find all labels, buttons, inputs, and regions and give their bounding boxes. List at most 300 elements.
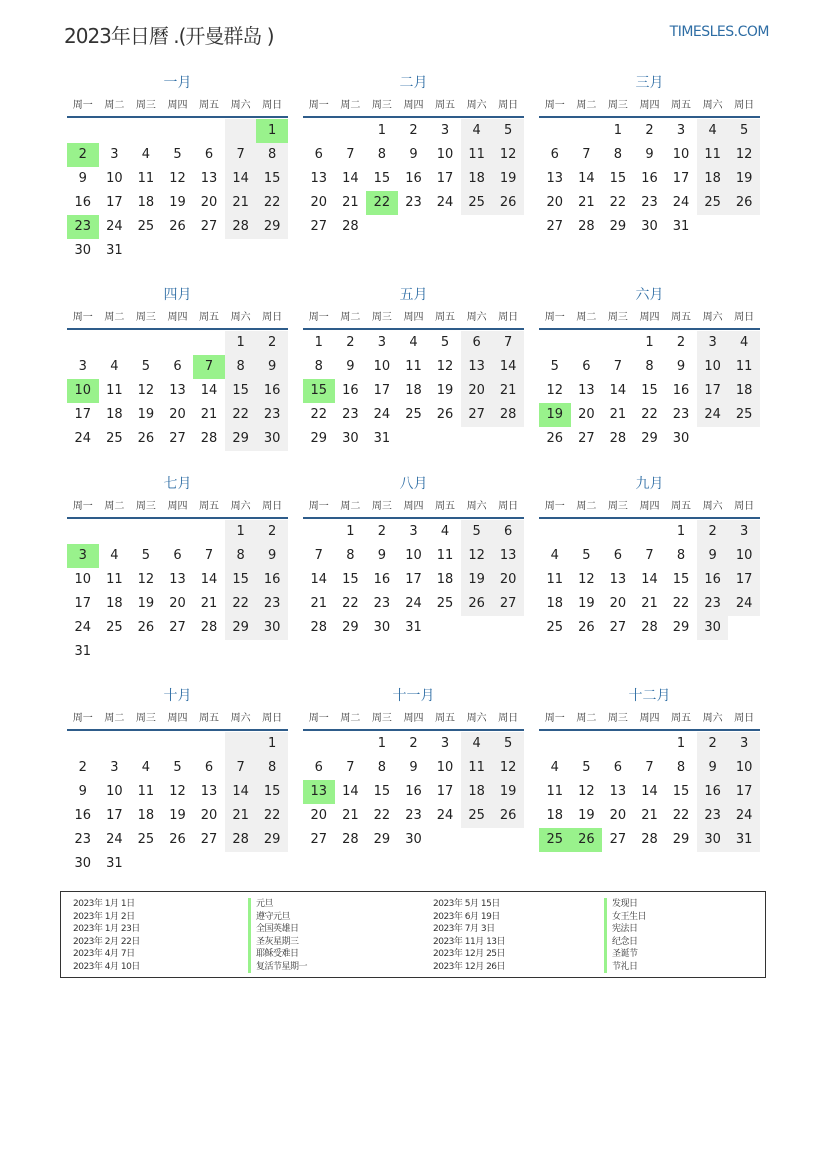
day-cell: 9 <box>256 355 288 379</box>
day-cell: 11 <box>405 359 422 374</box>
day-cell: 19 <box>492 167 524 191</box>
day-cell: 27 <box>492 592 524 616</box>
month-name: 十月 <box>163 688 192 704</box>
day-cell: 28 <box>310 620 328 635</box>
day-cell: 22 <box>373 808 391 823</box>
weekday-label: 周日 <box>734 312 755 323</box>
day-cell: 11 <box>461 143 493 167</box>
day-cell: 6 <box>613 548 623 563</box>
weekday-label: 周四 <box>403 100 424 111</box>
holiday-day-cell: 23 <box>67 215 99 239</box>
weekday-header <box>303 497 524 519</box>
month-name: 五月 <box>399 287 428 303</box>
day-cell: 22 <box>672 596 690 611</box>
weekday-label: 周一 <box>544 312 565 323</box>
day-cell: 21 <box>492 379 524 403</box>
day-cell: 14 <box>225 167 257 191</box>
holiday-name: 耶稣受难日 <box>256 949 299 959</box>
weekday-label: 周六 <box>230 312 251 323</box>
day-cell: 10 <box>405 548 422 563</box>
day-cell: 8 <box>613 147 623 162</box>
day-cell: 28 <box>492 403 524 427</box>
day-cell: 9 <box>377 548 387 563</box>
day-cell: 7 <box>314 548 323 563</box>
day-cell: 27 <box>461 403 493 427</box>
day-cell: 12 <box>137 572 155 587</box>
day-cell: 18 <box>106 596 123 611</box>
weekday-header <box>539 96 760 118</box>
weekday-label: 周五 <box>435 713 456 724</box>
day-cell: 5 <box>492 119 524 143</box>
day-cell: 20 <box>492 568 524 592</box>
day-cell: 15 <box>641 383 658 398</box>
weekday-label: 周三 <box>135 501 156 512</box>
weekday-label: 周一 <box>308 312 329 323</box>
weekday-label: 周三 <box>607 713 628 724</box>
weekday-label: 周日 <box>262 501 283 512</box>
day-cell: 30 <box>697 616 729 640</box>
day-cell: 31 <box>728 828 760 852</box>
empty-cell <box>162 331 194 355</box>
empty-cell <box>162 119 194 143</box>
day-cell: 16 <box>74 195 92 210</box>
day-cell: 20 <box>609 596 627 611</box>
day-cell: 1 <box>314 335 323 350</box>
day-cell: 27 <box>169 620 186 635</box>
weekday-label: 周三 <box>135 713 156 724</box>
weekday-label: 周三 <box>371 501 392 512</box>
empty-cell <box>225 119 257 143</box>
weekday-label: 周三 <box>607 312 628 323</box>
day-cell: 6 <box>550 147 559 162</box>
holiday-date: 2023年 12月 26日 <box>433 961 506 972</box>
empty-cell <box>571 732 603 756</box>
page-title: 2023年日曆 .(开曼群岛 ) <box>64 24 274 48</box>
day-cell: 23 <box>641 195 658 210</box>
holiday-name: 宪法日 <box>612 924 638 934</box>
day-cell: 15 <box>609 171 627 186</box>
day-cell: 4 <box>110 359 119 374</box>
day-cell: 5 <box>492 732 524 756</box>
day-cell: 9 <box>697 544 729 568</box>
day-cell: 11 <box>728 355 760 379</box>
day-cell: 1 <box>225 331 257 355</box>
day-cell: 10 <box>74 572 92 587</box>
day-cell: 18 <box>546 596 564 611</box>
empty-cell <box>634 520 666 544</box>
day-cell: 1 <box>377 123 387 138</box>
day-cell: 24 <box>697 403 729 427</box>
weekday-label: 周四 <box>403 501 424 512</box>
weekday-label: 周六 <box>230 100 251 111</box>
month-block <box>303 685 524 852</box>
day-cell: 14 <box>641 784 658 799</box>
weekday-label: 周三 <box>135 100 156 111</box>
day-cell: 21 <box>641 596 658 611</box>
holiday-names-col-2 <box>604 898 646 973</box>
empty-cell <box>193 520 225 544</box>
day-cell: 11 <box>106 383 123 398</box>
day-cell: 29 <box>373 832 391 847</box>
day-cell: 22 <box>609 195 627 210</box>
holiday-date: 2023年 11月 13日 <box>433 936 506 947</box>
day-cell: 27 <box>310 832 328 847</box>
day-cell: 11 <box>546 784 564 799</box>
weekday-label: 周五 <box>671 501 692 512</box>
weekday-label: 周五 <box>199 312 220 323</box>
holiday-name: 全国英雄日 <box>256 924 299 934</box>
day-cell: 26 <box>137 431 155 446</box>
day-cell: 12 <box>461 544 493 568</box>
day-cell: 20 <box>169 407 186 422</box>
weekday-label: 周四 <box>167 501 188 512</box>
day-cell: 14 <box>641 572 658 587</box>
holiday-day-cell: 15 <box>303 379 335 403</box>
day-cell: 16 <box>405 784 422 799</box>
day-cell: 9 <box>78 171 87 186</box>
day-cell: 23 <box>405 195 422 210</box>
day-cell: 19 <box>169 808 186 823</box>
day-cell: 30 <box>373 620 391 635</box>
empty-cell <box>303 732 335 756</box>
weekday-header <box>539 308 760 330</box>
day-cell: 5 <box>440 335 450 350</box>
day-cell: 6 <box>173 548 182 563</box>
weekday-label: 周六 <box>230 501 251 512</box>
empty-cell <box>130 732 162 756</box>
holiday-date: 2023年 5月 15日 <box>433 899 500 909</box>
weekday-label: 周日 <box>262 100 283 111</box>
holiday-names-col-1 <box>248 898 307 973</box>
day-cell: 23 <box>697 804 729 828</box>
day-cell: 15 <box>672 572 690 587</box>
day-cell: 16 <box>256 379 288 403</box>
day-cell: 6 <box>582 359 591 374</box>
day-cell: 1 <box>346 524 355 539</box>
empty-cell <box>193 331 225 355</box>
day-cell: 5 <box>141 359 151 374</box>
empty-cell <box>99 331 131 355</box>
day-cell: 7 <box>492 331 524 355</box>
weekday-label: 周一 <box>544 501 565 512</box>
day-cell: 2 <box>78 760 87 775</box>
day-cell: 12 <box>137 383 155 398</box>
empty-cell <box>99 119 131 143</box>
weekday-label: 周日 <box>498 312 519 323</box>
weekday-header <box>303 308 524 330</box>
month-name: 九月 <box>635 476 664 492</box>
weekday-label: 周五 <box>435 100 456 111</box>
day-cell: 22 <box>342 596 359 611</box>
day-cell: 24 <box>405 596 422 611</box>
day-cell: 16 <box>641 171 658 186</box>
holiday-date: 2023年 1月 1日 <box>73 899 135 909</box>
day-cell: 7 <box>613 359 623 374</box>
day-cell: 17 <box>672 171 690 186</box>
day-cell: 9 <box>256 544 288 568</box>
day-cell: 21 <box>641 808 658 823</box>
day-cell: 2 <box>676 335 686 350</box>
day-cell: 15 <box>342 572 359 587</box>
holiday-name: 节礼日 <box>612 961 638 972</box>
day-cell: 8 <box>225 355 257 379</box>
holiday-list <box>60 891 766 978</box>
day-cell: 20 <box>546 195 564 210</box>
month-block <box>539 473 760 640</box>
day-cell: 13 <box>609 784 627 799</box>
day-cell: 1 <box>225 520 257 544</box>
day-cell: 23 <box>74 832 92 847</box>
holiday-name: 元旦 <box>256 899 274 909</box>
day-cell: 18 <box>697 167 729 191</box>
day-cell: 13 <box>169 572 186 587</box>
day-cell: 3 <box>110 147 119 162</box>
day-cell: 13 <box>169 383 186 398</box>
weekday-label: 周日 <box>734 100 755 111</box>
day-cell: 3 <box>728 520 760 544</box>
holiday-name: 女王生日 <box>612 911 647 922</box>
day-cell: 29 <box>310 431 328 446</box>
day-cell: 24 <box>373 407 391 422</box>
day-cell: 28 <box>342 219 359 234</box>
day-cell: 31 <box>106 856 123 871</box>
day-cell: 11 <box>137 171 155 186</box>
day-grid <box>303 732 524 852</box>
day-cell: 30 <box>256 616 288 640</box>
day-cell: 26 <box>169 832 186 847</box>
day-cell: 18 <box>106 407 123 422</box>
day-cell: 14 <box>342 784 359 799</box>
day-cell: 2 <box>377 524 387 539</box>
day-cell: 6 <box>204 760 214 775</box>
day-cell: 3 <box>440 123 450 138</box>
day-cell: 8 <box>377 760 387 775</box>
day-cell: 26 <box>436 407 454 422</box>
day-cell: 7 <box>346 147 355 162</box>
day-cell: 3 <box>377 335 387 350</box>
holiday-name: 圣灰星期三 <box>256 936 299 947</box>
day-grid <box>67 732 288 876</box>
day-cell: 18 <box>137 808 155 823</box>
day-cell: 10 <box>728 544 760 568</box>
day-cell: 5 <box>550 359 559 374</box>
day-cell: 4 <box>550 548 559 563</box>
day-cell: 3 <box>728 732 760 756</box>
day-cell: 16 <box>697 780 729 804</box>
day-cell: 30 <box>405 832 422 847</box>
day-cell: 27 <box>310 219 328 234</box>
weekday-label: 周一 <box>72 713 93 724</box>
weekday-label: 周日 <box>498 501 519 512</box>
day-cell: 28 <box>225 828 257 852</box>
empty-cell <box>67 732 99 756</box>
empty-cell <box>571 520 603 544</box>
holiday-name: 遵守元旦 <box>256 911 291 922</box>
day-cell: 4 <box>409 335 418 350</box>
day-cell: 9 <box>645 147 654 162</box>
day-cell: 14 <box>310 572 328 587</box>
day-cell: 8 <box>256 143 288 167</box>
weekday-label: 周二 <box>104 312 125 323</box>
day-cell: 1 <box>645 335 654 350</box>
day-cell: 10 <box>106 171 123 186</box>
day-cell: 30 <box>74 856 92 871</box>
weekday-label: 周一 <box>544 100 565 111</box>
empty-cell <box>162 520 194 544</box>
empty-cell <box>130 119 162 143</box>
day-cell: 20 <box>200 808 218 823</box>
day-cell: 24 <box>672 195 690 210</box>
weekday-label: 周五 <box>199 501 220 512</box>
holiday-day-cell: 10 <box>67 379 99 403</box>
day-cell: 25 <box>137 219 155 234</box>
weekday-header <box>303 96 524 118</box>
day-cell: 29 <box>672 832 690 847</box>
day-cell: 26 <box>461 592 493 616</box>
weekday-label: 周一 <box>308 713 329 724</box>
day-cell: 11 <box>137 784 155 799</box>
day-cell: 8 <box>346 548 355 563</box>
day-cell: 22 <box>672 808 690 823</box>
day-cell: 5 <box>728 119 760 143</box>
day-grid <box>303 520 524 640</box>
day-cell: 16 <box>405 171 422 186</box>
day-cell: 29 <box>256 828 288 852</box>
holiday-dates-col-2 <box>433 898 505 973</box>
day-cell: 17 <box>728 568 760 592</box>
holiday-date: 2023年 4月 10日 <box>73 961 140 972</box>
weekday-label: 周一 <box>308 100 329 111</box>
day-cell: 4 <box>697 119 729 143</box>
day-cell: 29 <box>225 616 257 640</box>
day-cell: 13 <box>546 171 564 186</box>
day-cell: 28 <box>641 620 658 635</box>
holiday-day-cell: 2 <box>67 143 99 167</box>
day-cell: 19 <box>461 568 493 592</box>
day-cell: 25 <box>405 407 422 422</box>
day-cell: 17 <box>106 808 123 823</box>
day-cell: 4 <box>728 331 760 355</box>
day-cell: 6 <box>204 147 214 162</box>
day-cell: 20 <box>310 808 328 823</box>
day-cell: 22 <box>225 403 257 427</box>
day-cell: 24 <box>728 804 760 828</box>
weekday-label: 周六 <box>466 312 487 323</box>
weekday-label: 周五 <box>199 100 220 111</box>
month-name: 一月 <box>163 75 192 91</box>
day-cell: 28 <box>578 219 595 234</box>
weekday-label: 周六 <box>702 713 723 724</box>
day-cell: 3 <box>78 359 87 374</box>
day-cell: 27 <box>200 219 218 234</box>
day-cell: 21 <box>200 596 218 611</box>
day-cell: 17 <box>436 784 454 799</box>
day-cell: 18 <box>461 780 493 804</box>
day-cell: 24 <box>106 219 123 234</box>
day-cell: 12 <box>492 756 524 780</box>
day-cell: 3 <box>110 760 119 775</box>
day-cell: 26 <box>137 620 155 635</box>
day-cell: 16 <box>74 808 92 823</box>
day-cell: 21 <box>225 191 257 215</box>
day-cell: 17 <box>697 379 729 403</box>
day-cell: 2 <box>409 736 418 751</box>
day-grid <box>67 520 288 664</box>
month-block <box>303 72 524 239</box>
holiday-date: 2023年 1月 2日 <box>73 911 135 922</box>
day-cell: 1 <box>377 736 387 751</box>
day-cell: 6 <box>314 760 323 775</box>
weekday-label: 周三 <box>135 312 156 323</box>
weekday-header <box>539 709 760 731</box>
day-cell: 18 <box>461 167 493 191</box>
holiday-date: 2023年 12月 25日 <box>433 949 506 959</box>
weekday-label: 周四 <box>167 100 188 111</box>
day-cell: 12 <box>578 572 595 587</box>
day-cell: 10 <box>728 756 760 780</box>
weekday-label: 周四 <box>167 312 188 323</box>
brand-link[interactable]: TIMESLES.COM <box>669 24 769 40</box>
empty-cell <box>225 732 257 756</box>
holiday-day-cell: 3 <box>67 544 99 568</box>
day-cell: 4 <box>141 147 151 162</box>
holiday-date: 2023年 4月 7日 <box>73 949 135 959</box>
weekday-label: 周三 <box>371 312 392 323</box>
day-cell: 11 <box>546 572 564 587</box>
weekday-label: 周二 <box>104 501 125 512</box>
weekday-label: 周日 <box>262 713 283 724</box>
empty-cell <box>335 732 367 756</box>
day-cell: 27 <box>609 620 627 635</box>
day-cell: 28 <box>200 620 218 635</box>
weekday-label: 周二 <box>104 713 125 724</box>
day-grid <box>303 331 524 451</box>
day-cell: 23 <box>672 407 690 422</box>
month-name: 七月 <box>163 476 192 492</box>
day-cell: 25 <box>546 620 564 635</box>
weekday-label: 周六 <box>702 501 723 512</box>
day-cell: 12 <box>169 171 186 186</box>
day-cell: 13 <box>200 784 218 799</box>
day-cell: 21 <box>578 195 595 210</box>
day-cell: 15 <box>256 167 288 191</box>
weekday-label: 周二 <box>576 100 597 111</box>
day-cell: 8 <box>256 756 288 780</box>
day-cell: 13 <box>200 171 218 186</box>
day-cell: 5 <box>141 548 151 563</box>
empty-cell <box>335 119 367 143</box>
month-block <box>539 685 760 852</box>
month-block <box>67 685 288 876</box>
day-cell: 18 <box>436 572 454 587</box>
empty-cell <box>602 732 634 756</box>
day-cell: 6 <box>173 359 182 374</box>
month-block <box>539 284 760 451</box>
day-cell: 25 <box>106 620 123 635</box>
day-cell: 2 <box>697 732 729 756</box>
weekday-label: 周日 <box>734 713 755 724</box>
day-cell: 19 <box>728 167 760 191</box>
day-cell: 1 <box>613 123 623 138</box>
day-cell: 31 <box>373 431 391 446</box>
day-cell: 1 <box>256 732 288 756</box>
day-cell: 27 <box>200 832 218 847</box>
day-cell: 12 <box>492 143 524 167</box>
weekday-label: 周四 <box>403 312 424 323</box>
month-block <box>67 284 288 451</box>
day-cell: 5 <box>582 548 591 563</box>
weekday-label: 周五 <box>199 713 220 724</box>
